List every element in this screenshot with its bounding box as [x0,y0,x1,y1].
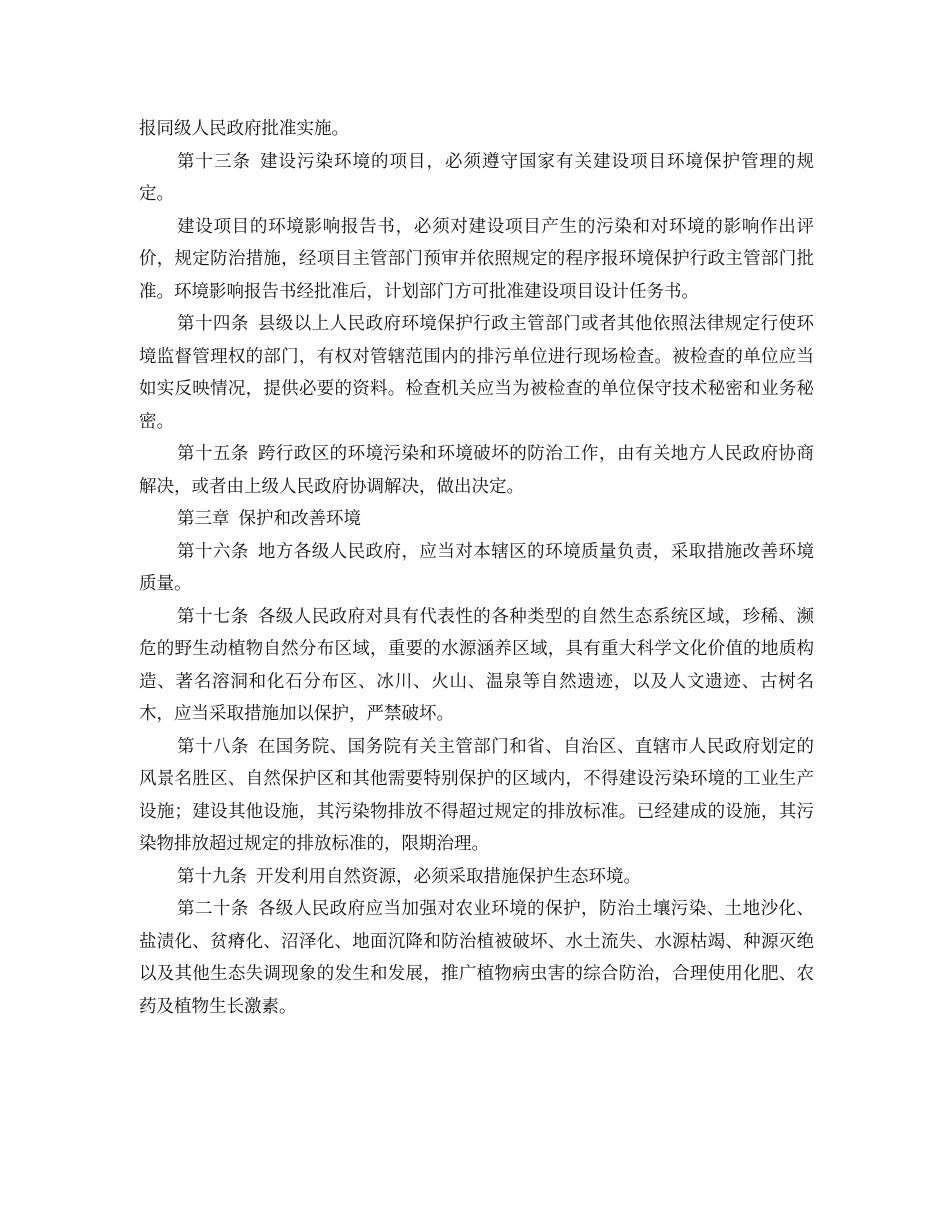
article-number: 第十三条 [177,151,251,172]
paragraph-text: 报同级人民政府批准实施。 [139,119,349,139]
paragraph-text: 各级人民政府应当加强对农业环境的保护，防治土壤污染、土地沙化、盐渍化、贫瘠化、沼泽化、地面沉降和防治植被破坏、水土流失、水源枯竭、种源灭绝以及其他生态失调现象的发生和发展，推广植物病虫害的综合防治，合理使用化肥、农药及植物生长激素。 [139,899,815,1017]
article-number: 第十七条 [177,606,249,627]
paragraph-text: 各级人民政府对具有代表性的各种类型的自然生态系统区域，珍稀、濒危的野生动植物自然分布区域，重要的水源涵养区域，具有重大科学文化价值的地质构造、著名溶洞和化石分布区、冰川、火山、温泉等自然遗迹，以及人文遗迹、古树名木，应当采取措施加以保护，严禁破坏。 [139,606,815,724]
paragraph-text: 建设项目的环境影响报告书，必须对建设项目产生的污染和对环境的影响作出评价，规定防治措施，经项目主管部门预审并依照规定的程序报环境保护行政主管部门批准。环境影响报告书经批准后，计划部门方可批准建设项目设计任务书。 [139,216,814,302]
article-number: 第二十条 [177,899,249,919]
article-13-paragraph [139,146,814,211]
paragraph-text: 开发利用自然资源，必须采取措施保护生态环境。 [256,866,641,887]
chapter-3-heading [139,503,814,536]
document-body [139,113,814,1023]
paragraph-text: 建设污染环境的项目，必须遵守国家有关建设项目环境保护管理的规定。 [139,151,814,204]
paragraph-continuation [139,113,814,146]
paragraph-text: 地方各级人民政府，应当对本辖区的环境质量负责，采取措施改善环境质量。 [139,541,815,594]
article-17-paragraph [139,601,814,731]
article-14-paragraph [139,308,814,438]
paragraph-text: 跨行政区的环境污染和环境破坏的防治工作，由有关地方人民政府协商解决，或者由上级人民政府协调解决，做出决定。 [139,444,815,497]
article-16-paragraph [139,536,814,601]
paragraph-text: 县级以上人民政府环境保护行政主管部门或者其他依照法律规定行使环境监督管理权的部门，有权对管辖范围内的排污单位进行现场检查。被检查的单位应当如实反映情况，提供必要的资料。检查机关应当为被检查的单位保守技术秘密和业务秘密。 [139,314,815,432]
article-number: 第十六条 [177,541,249,562]
article-20-paragraph [139,893,814,1023]
article-number: 第十八条 [177,736,249,757]
paragraph-text: 在国务院、国务院有关主管部门和省、自治区、直辖市人民政府划定的风景名胜区、自然保护区和其他需要特别保护的区域内，不得建设污染环境的工业生产设施；建设其他设施，其污染物排放不得超过规定的排放标准。已经建成的设施，其污染物排放超过规定的排放标准的，限期治理。 [139,736,815,854]
article-number: 第十四条 [177,314,249,334]
article-13-clause-2 [139,211,814,309]
article-number: 第十九条 [177,866,247,887]
chapter-title: 保护和改善环境 [238,509,361,529]
article-18-paragraph [139,731,814,861]
article-15-paragraph [139,438,814,503]
article-number: 第十五条 [177,444,249,464]
article-19-paragraph [139,861,814,894]
chapter-number: 第三章 [177,509,230,529]
